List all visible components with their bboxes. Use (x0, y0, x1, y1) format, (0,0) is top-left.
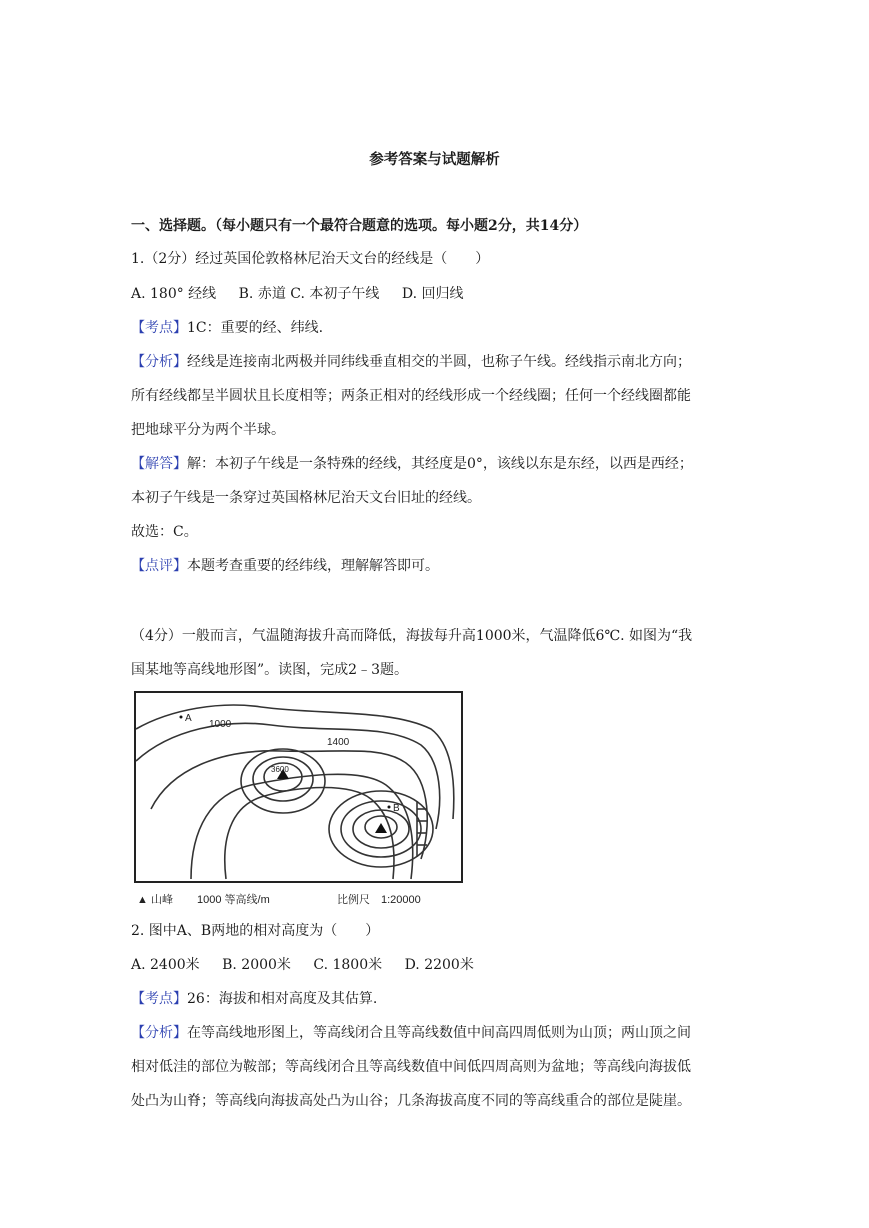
question-2-options (131, 956, 474, 974)
q2-option-d: D. 2200米 (404, 957, 474, 973)
q2-fenxi-line-1 (131, 1024, 691, 1042)
intro-line-2: 国某地等高线地形图”。读图，完成2﹣3题。 (131, 662, 408, 678)
contour-map-figure (131, 689, 465, 911)
label-b: B (393, 803, 400, 814)
kaodian-tag: 【考点】 (131, 991, 187, 1007)
q1-option-c: C. 本初子午线 (290, 286, 380, 302)
kaodian-tag: 【考点】 (131, 320, 187, 336)
contour-label-1400: 1400 (327, 737, 350, 748)
q1-fenxi-line-3: 把地球平分为两个半球。 (131, 422, 285, 438)
jieda-tag: 【解答】 (131, 456, 187, 472)
q1-jieda-line-1 (131, 455, 693, 473)
legend-peak: ▲ 山峰 (137, 894, 173, 906)
fenxi-tag: 【分析】 (131, 1025, 187, 1041)
q1-option-a: A. 180° 经线 (131, 286, 217, 302)
q1-dianping (131, 557, 439, 575)
kaodian-text: 1C：重要的经、纬线. (187, 320, 324, 336)
legend-contour: 1000 等高线/m (197, 894, 270, 906)
q2-fenxi-line-2: 相对低洼的部位为鞍部；等高线闭合且等高线数值中间低四周高则为盆地；等高线向海拔低 (131, 1059, 691, 1075)
page-title: 参考答案与试题解析 (369, 151, 500, 168)
question-1-stem: 1.（2分）经过英国伦敦格林尼治天文台的经线是（ ） (131, 251, 490, 267)
jieda-text: 解：本初子午线是一条特殊的经线，其经度是0°，该线以东是东经，以西是西经； (187, 456, 693, 472)
peak-value-label: 3600 (271, 765, 289, 774)
fenxi-text: 经线是连接南北两极并同纬线垂直相交的半圆，也称子午线。经线指示南北方向； (187, 354, 691, 370)
section-heading: 一、选择题。（每小题只有一个最符合题意的选项。每小题2分，共14分） (131, 218, 588, 234)
q2-fenxi-line-3: 处凸为山脊；等高线向海拔高处凸为山谷；几条海拔高度不同的等高线重合的部位是陡崖。 (131, 1093, 691, 1109)
q1-option-d: D. 回归线 (401, 286, 464, 302)
q2-option-b: B. 2000米 (222, 957, 291, 973)
q1-fenxi-line-1 (131, 353, 691, 371)
point-a-marker (180, 716, 183, 719)
label-a: A (185, 713, 192, 724)
question-1-options (131, 285, 464, 303)
q2-option-a: A. 2400米 (131, 957, 200, 973)
question-2-stem: 2. 图中A、B两地的相对高度为（ ） (131, 923, 380, 939)
q1-jieda-line-2: 本初子午线是一条穿过英国格林尼治天文台旧址的经线。 (131, 490, 481, 506)
dianping-text: 本题考查重要的经纬线，理解解答即可。 (187, 558, 439, 574)
point-b-marker (388, 806, 391, 809)
fenxi-text: 在等高线地形图上，等高线闭合且等高线数值中间高四周低则为山顶；两山顶之间 (187, 1025, 691, 1041)
legend-scale: 比例尺 1:20000 (337, 894, 421, 906)
q1-kaodian (131, 319, 323, 337)
q2-option-c: C. 1800米 (313, 957, 383, 973)
q1-option-b: B. 赤道 (238, 286, 286, 302)
intro-line-1: （4分）一般而言，气温随海拔升高而降低，海拔每升高1000米，气温降低6℃. 如图为“我 (131, 628, 693, 644)
q2-kaodian (131, 990, 377, 1008)
kaodian-text: 26：海拔和相对高度及其估算. (187, 991, 378, 1007)
q1-fenxi-line-2: 所有经线都呈半圆状且长度相等；两条正相对的经线形成一个经线圈；任何一个经线圈都能 (131, 388, 691, 404)
dianping-tag: 【点评】 (131, 558, 187, 574)
q1-answer: 故选：C。 (131, 524, 198, 540)
contour-label-1000: 1000 (209, 719, 232, 730)
fenxi-tag: 【分析】 (131, 354, 187, 370)
